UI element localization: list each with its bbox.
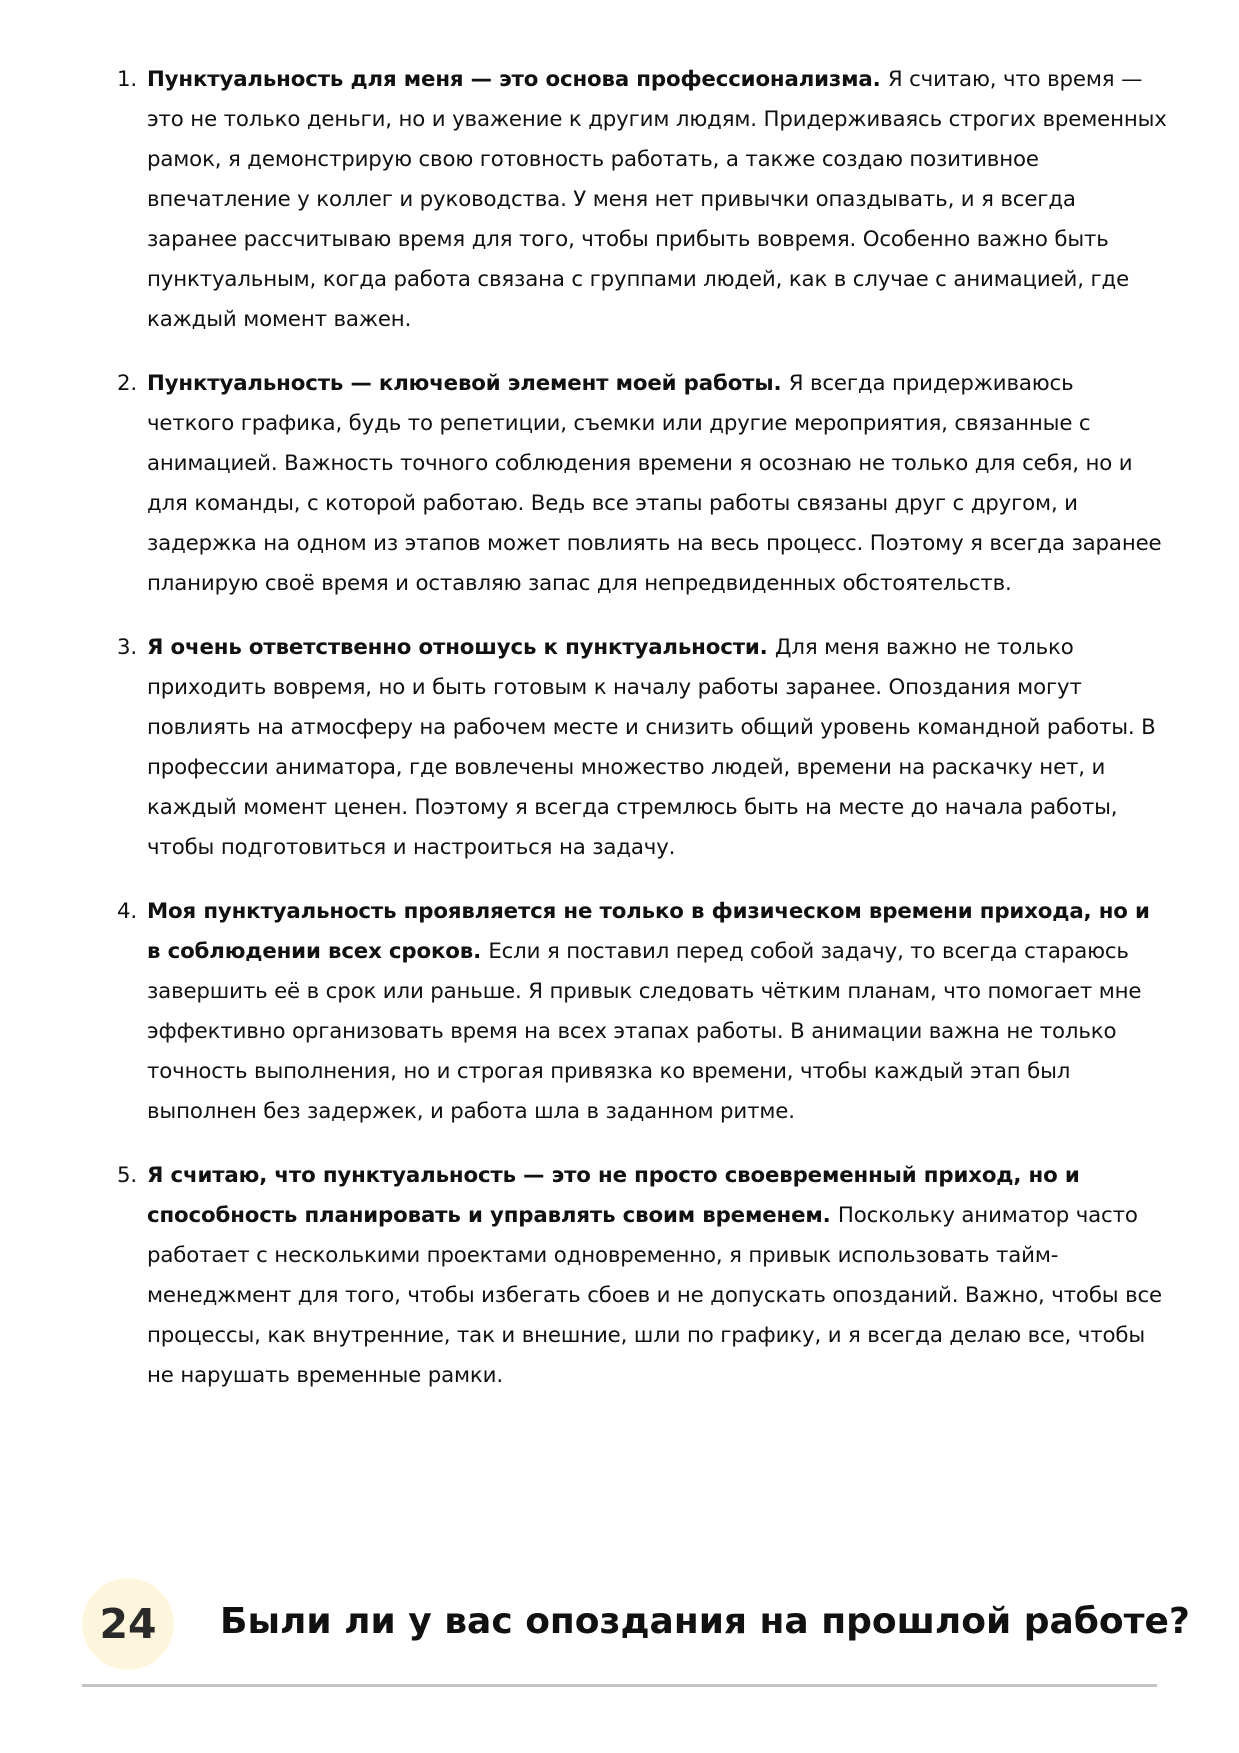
answer-text: Я всегда придерживаюсь четкого графика, будь то репетиции, съемки или другие мероприятия, связанные с анимацией. Важность точного соблюдения времени я осознаю не только для себя, но и для команды, с которой работаю. Ведь все этапы работы связаны друг с другом, и задержка на одном из этапов может повлиять на весь процесс. Поэтому я всегда заранее планирую своё время и оставляю запас для непредвиденных обстоятельств.: [147, 371, 1162, 596]
answer-number: 5.: [117, 1163, 138, 1188]
answer-number: 4.: [117, 899, 138, 924]
answer-item: [117, 60, 1167, 340]
answer-list: [117, 60, 1167, 1420]
answer-text: Я считаю, что время — это не только деньги, но и уважение к другим людям. Придерживаясь строгих временных рамок, я демонстрирую свою готовность работать, а также создаю позитивное впечатление у коллег и руководства. У меня нет привычки опаздывать, и я всегда заранее рассчитываю время для того, чтобы прибыть вовремя. Особенно важно быть пунктуальным, когда работа связана с группами людей, как в случае с анимацией, где каждый момент важен.: [147, 67, 1167, 332]
answer-lead: Я очень ответственно отношусь к пунктуальности.: [147, 635, 775, 660]
answer-lead: Моя пунктуальность проявляется не только в физическом времени прихода, но и в соблюдении всех сроков.: [147, 899, 1150, 964]
answer-number: 2.: [117, 371, 138, 396]
answer-lead: Пунктуальность для меня — это основа профессионализма.: [147, 67, 888, 92]
answer-item: [117, 892, 1167, 1132]
answer-text: Если я поставил перед собой задачу, то всегда стараюсь завершить её в срок или раньше. Я привык следовать чётким планам, что помогает мне эффективно организовать время на всех этапах работы. В анимации важна не только точность выполнения, но и строгая привязка ко времени, чтобы каждый этап был выполнен без задержек, и работа шла в заданном ритме.: [147, 939, 1142, 1124]
question-title: Были ли у вас опоздания на прошлой работе?: [220, 1601, 1190, 1642]
answer-lead: Я считаю, что пунктуальность — это не просто своевременный приход, но и способность планировать и управлять своим временем.: [147, 1163, 1080, 1228]
question-header: [82, 1576, 1190, 1687]
answer-lead: Пунктуальность — ключевой элемент моей работы.: [147, 371, 789, 396]
answer-text: Для меня важно не только приходить вовремя, но и быть готовым к началу работы заранее. Опоздания могут повлиять на атмосферу на рабочем месте и снизить общий уровень командной работы. В профессии аниматора, где вовлечены множество людей, времени на раскачку нет, и каждый момент ценен. Поэтому я всегда стремлюсь быть на месте до начала работы, чтобы подготовиться и настроиться на задачу.: [147, 635, 1156, 860]
answer-item: [117, 364, 1167, 604]
answer-text: Поскольку аниматор часто работает с несколькими проектами одновременно, я привык использовать тайм-менеджмент для того, чтобы избегать сбоев и не допускать опозданий. Важно, чтобы все процессы, как внутренние, так и внешние, шли по графику, и я всегда делаю все, чтобы не нарушать временные рамки.: [147, 1203, 1162, 1388]
answer-item: [117, 628, 1167, 868]
answer-item: [117, 1156, 1167, 1396]
answer-number: 1.: [117, 67, 138, 92]
answer-number: 3.: [117, 635, 138, 660]
question-number-badge: 24: [82, 1578, 174, 1670]
